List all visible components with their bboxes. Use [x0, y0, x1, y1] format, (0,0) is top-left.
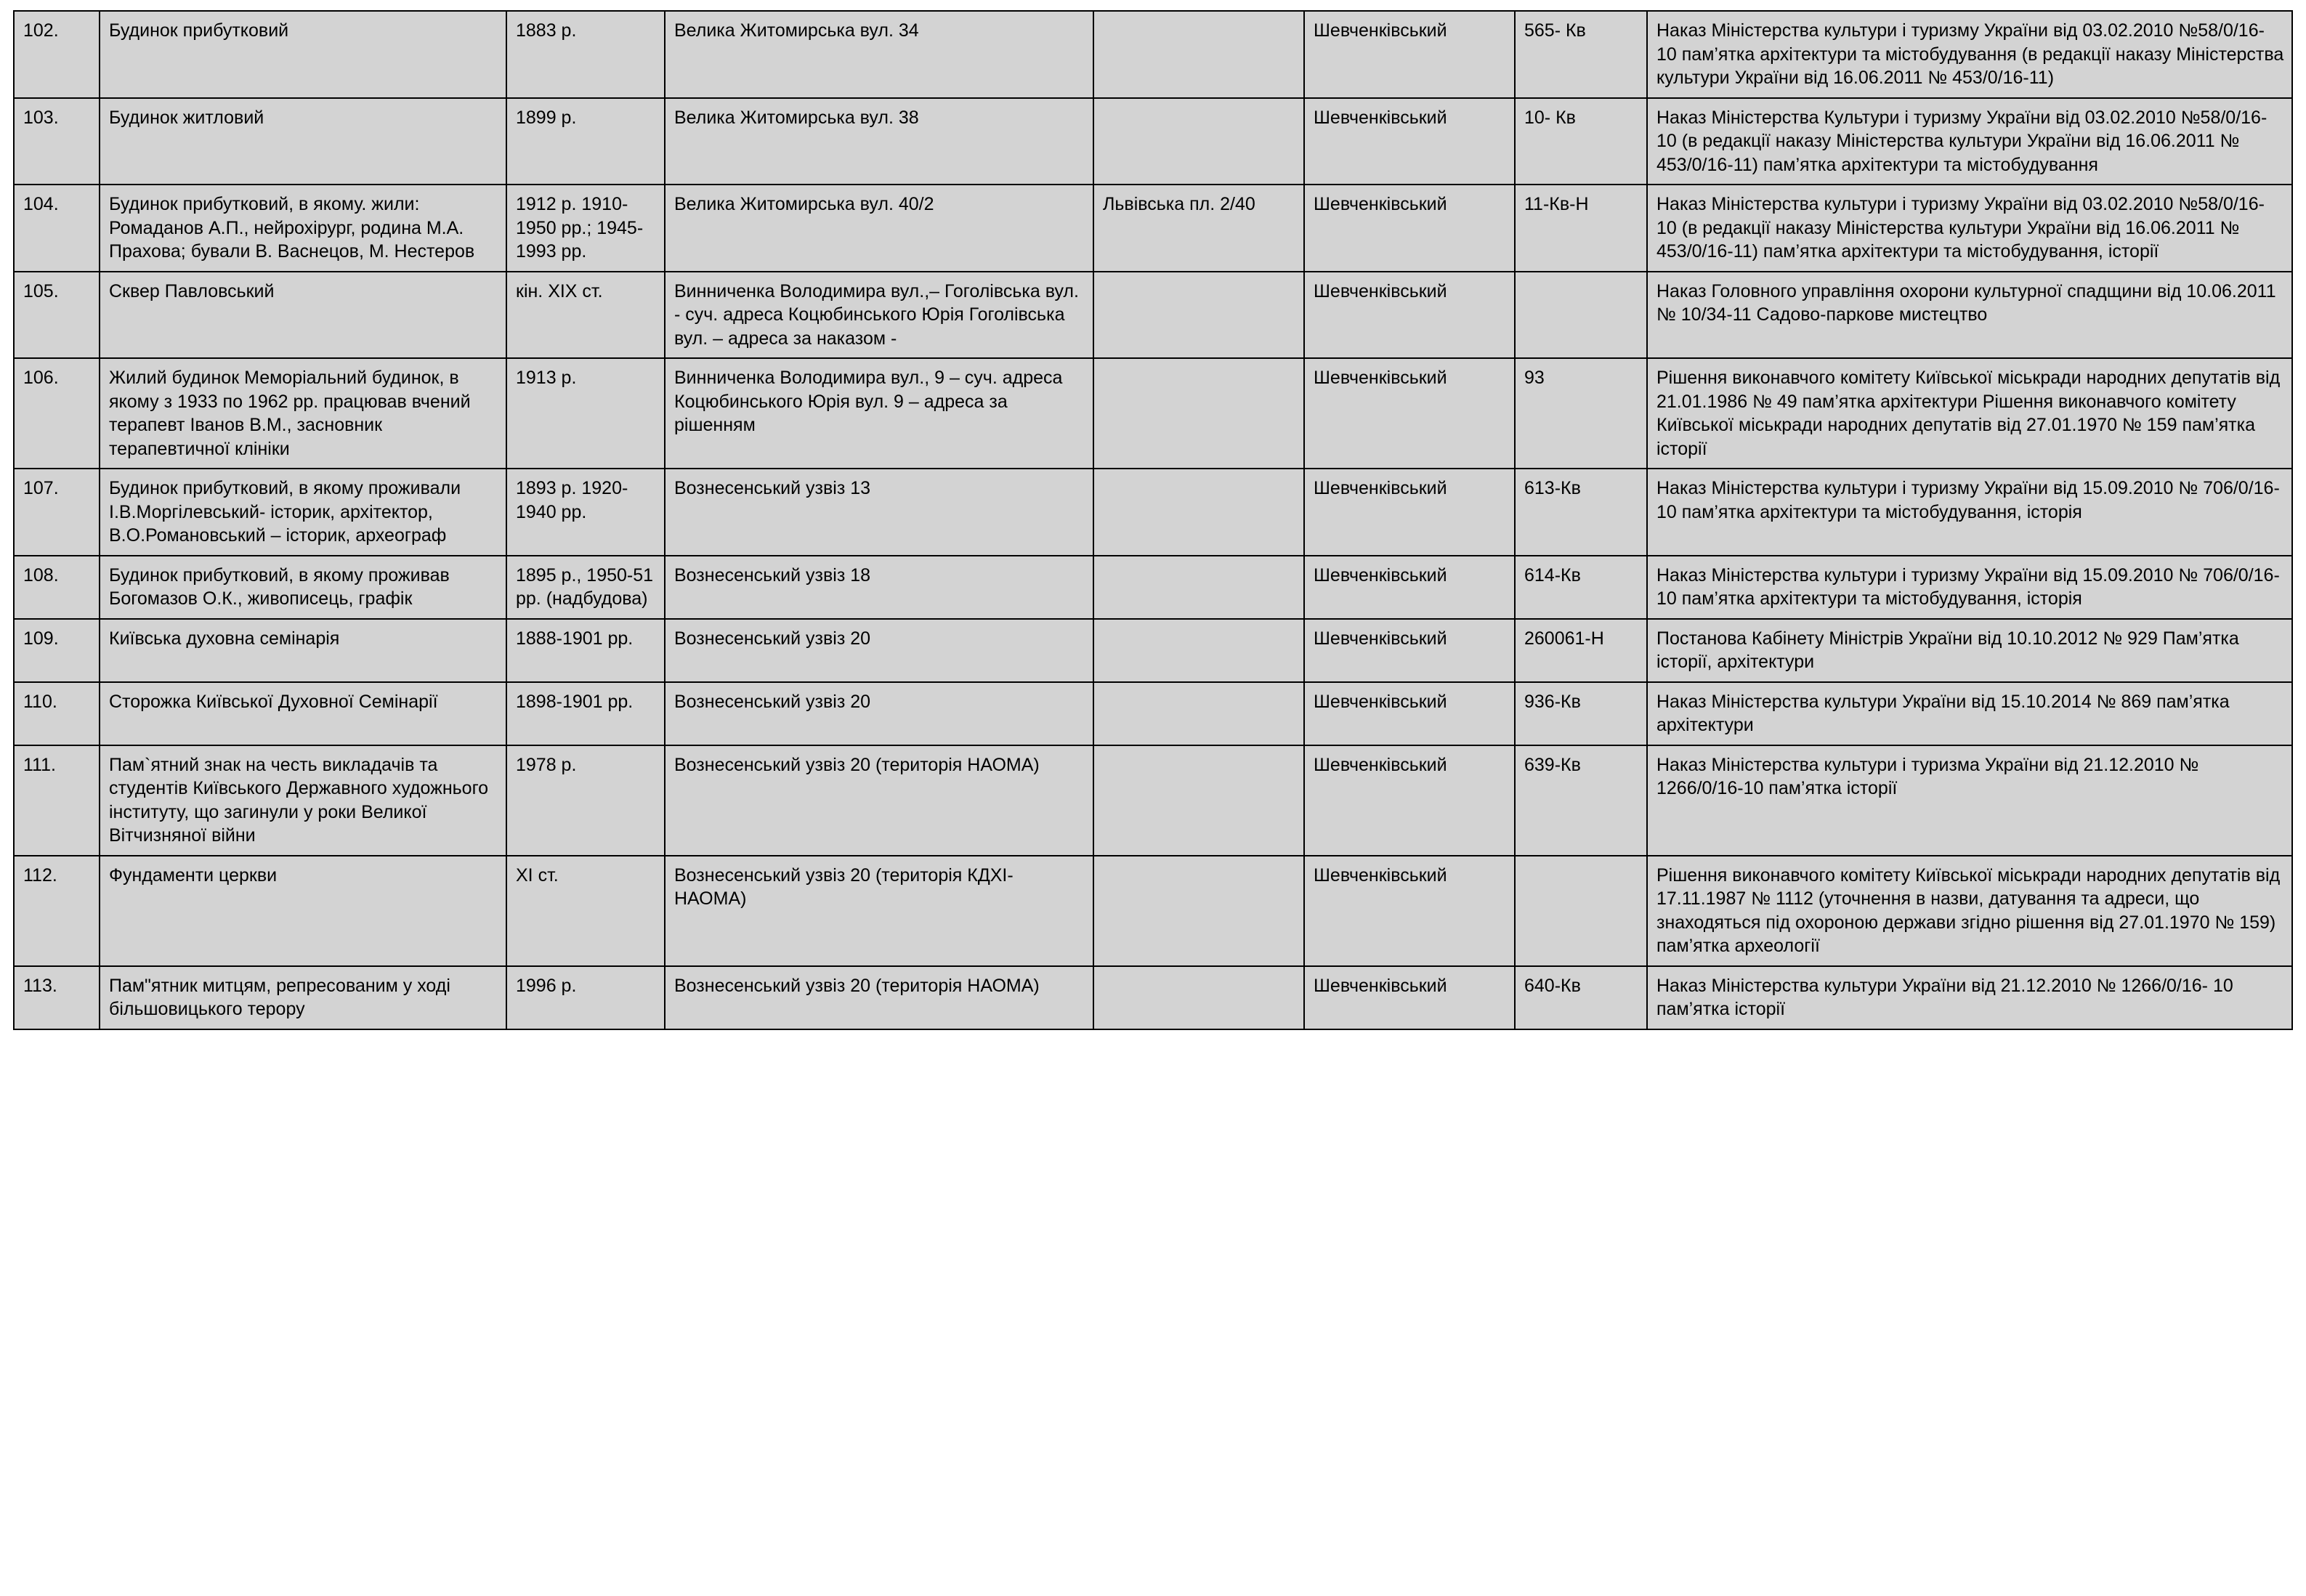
- cell-code: 613-Кв: [1515, 469, 1647, 556]
- table-body: [14, 11, 2292, 1029]
- cell-district: Шевченківський: [1304, 619, 1515, 682]
- cell-district: Шевченківський: [1304, 11, 1515, 98]
- table-row: [14, 556, 2292, 619]
- cell-district: Шевченківський: [1304, 682, 1515, 745]
- cell-code: [1515, 272, 1647, 359]
- cell-document: Наказ Головного управління охорони культурної спадщини від 10.06.2011 № 10/34-11 Садово-паркове мистецтво: [1647, 272, 2292, 359]
- cell-address: Винниченка Володимира вул.,– Гоголівська вул. - суч. адреса Коцюбинського Юрія Гоголівська вул. – адреса за наказом -: [665, 272, 1093, 359]
- cell-date: 1996 р.: [506, 966, 665, 1029]
- cell-address-alt: [1093, 469, 1304, 556]
- cell-name: Сторожка Київської Духовної Семінарії: [100, 682, 506, 745]
- cell-date: 1888-1901 рр.: [506, 619, 665, 682]
- cell-document: Наказ Міністерства культури і туризму України від 15.09.2010 № 706/0/16-10 пам’ятка архітектури та містобудування, історія: [1647, 469, 2292, 556]
- cell-name: Будинок прибутковий: [100, 11, 506, 98]
- cell-code: 93: [1515, 358, 1647, 469]
- cell-district: Шевченківський: [1304, 556, 1515, 619]
- cell-address-alt: [1093, 556, 1304, 619]
- cell-name: Будинок прибутковий, в якому проживали І.В.Моргілевський- історик, архітектор, В.О.Романовський – історик, археограф: [100, 469, 506, 556]
- cell-document: Наказ Міністерства культури і туризму України від 03.02.2010 №58/0/16-10 пам’ятка архітектури та містобудування (в редакції наказу Міністерства культури України від 16.06.2011 № 453/0/16-11): [1647, 11, 2292, 98]
- cell-date: 1912 р. 1910-1950 рр.; 1945-1993 рр.: [506, 185, 665, 272]
- cell-code: 640-Кв: [1515, 966, 1647, 1029]
- cell-number: 113.: [14, 966, 100, 1029]
- cell-address: Вознесенський узвіз 20: [665, 682, 1093, 745]
- cell-name: Сквер Павловський: [100, 272, 506, 359]
- table-row: [14, 98, 2292, 185]
- cell-address-alt: [1093, 745, 1304, 856]
- cell-code: 260061-Н: [1515, 619, 1647, 682]
- cell-district: Шевченківський: [1304, 469, 1515, 556]
- cell-name: Пам`ятний знак на честь викладачів та студентів Київського Державного художнього інституту, що загинули у роки Великої Вітчизняної війни: [100, 745, 506, 856]
- cell-document: Наказ Міністерства культури України від 15.10.2014 № 869 пам’ятка архітектури: [1647, 682, 2292, 745]
- cell-date: 1913 р.: [506, 358, 665, 469]
- cell-date: 1899 р.: [506, 98, 665, 185]
- cell-number: 107.: [14, 469, 100, 556]
- cell-date: 1898-1901 рр.: [506, 682, 665, 745]
- cell-document: Рішення виконавчого комітету Київської міськради народних депутатів від 21.01.1986 № 49 пам’ятка архітектури Рішення виконавчого комітету Київської міськради народних депутатів від 27.01.1970 № 159 пам’ятка історії: [1647, 358, 2292, 469]
- cell-date: 1893 р. 1920-1940 рр.: [506, 469, 665, 556]
- table-row: [14, 619, 2292, 682]
- cell-address-alt: [1093, 619, 1304, 682]
- cell-code: 10- Кв: [1515, 98, 1647, 185]
- table-row: [14, 11, 2292, 98]
- cell-number: 112.: [14, 856, 100, 966]
- cell-date: ХІ ст.: [506, 856, 665, 966]
- cell-code: 11-Кв-Н: [1515, 185, 1647, 272]
- cell-number: 110.: [14, 682, 100, 745]
- cell-document: Наказ Міністерства культури і туризму України від 15.09.2010 № 706/0/16-10 пам’ятка архітектури та містобудування, історія: [1647, 556, 2292, 619]
- cell-address-alt: [1093, 98, 1304, 185]
- cell-number: 111.: [14, 745, 100, 856]
- cell-address: Вознесенський узвіз 20 (територія НАОМА): [665, 745, 1093, 856]
- cell-address-alt: [1093, 358, 1304, 469]
- cell-document: Наказ Міністерства Культури і туризму України від 03.02.2010 №58/0/16-10 (в редакції наказу Міністерства культури України від 16.06.2011 № 453/0/16-11) пам’ятка архітектури та містобудування: [1647, 98, 2292, 185]
- cell-name: Будинок прибутковий, в якому. жили: Ромаданов А.П., нейрохірург, родина М.А. Прахова; бували В. Васнецов, М. Нестеров: [100, 185, 506, 272]
- cell-date: кін. ХІХ ст.: [506, 272, 665, 359]
- cell-address-alt: [1093, 856, 1304, 966]
- cell-number: 102.: [14, 11, 100, 98]
- cell-number: 106.: [14, 358, 100, 469]
- cell-document: Рішення виконавчого комітету Київської міськради народних депутатів від 17.11.1987 № 1112 (уточнення в назви, датування та адреси, що знаходяться під охороною держави згідно рішення від 27.01.1970 № 159) пам’ятка археології: [1647, 856, 2292, 966]
- cell-name: Будинок житловий: [100, 98, 506, 185]
- table-row: [14, 469, 2292, 556]
- cell-code: 565- Кв: [1515, 11, 1647, 98]
- table-row: [14, 358, 2292, 469]
- cell-district: Шевченківський: [1304, 272, 1515, 359]
- cell-district: Шевченківський: [1304, 966, 1515, 1029]
- cell-address-alt: [1093, 966, 1304, 1029]
- cell-address: Велика Житомирська вул. 40/2: [665, 185, 1093, 272]
- cell-district: Шевченківський: [1304, 358, 1515, 469]
- cell-number: 109.: [14, 619, 100, 682]
- table-row: [14, 745, 2292, 856]
- cell-address: Вознесенський узвіз 13: [665, 469, 1093, 556]
- cell-district: Шевченківський: [1304, 185, 1515, 272]
- cell-code: 639-Кв: [1515, 745, 1647, 856]
- cell-number: 105.: [14, 272, 100, 359]
- cell-district: Шевченківський: [1304, 856, 1515, 966]
- cell-code: 936-Кв: [1515, 682, 1647, 745]
- cell-address: Винниченка Володимира вул., 9 – суч. адреса Коцюбинського Юрія вул. 9 – адреса за рішенням: [665, 358, 1093, 469]
- table-row: [14, 272, 2292, 359]
- cell-number: 108.: [14, 556, 100, 619]
- cell-address: Велика Житомирська вул. 38: [665, 98, 1093, 185]
- cell-address-alt: [1093, 682, 1304, 745]
- table-row: [14, 682, 2292, 745]
- cell-name: Жилий будинок Меморіальний будинок, в якому з 1933 по 1962 рр. працював вчений терапевт Іванов В.М., засновник терапевтичної клініки: [100, 358, 506, 469]
- table-row: [14, 185, 2292, 272]
- cell-address: Велика Житомирська вул. 34: [665, 11, 1093, 98]
- cell-district: Шевченківський: [1304, 98, 1515, 185]
- cell-code: 614-Кв: [1515, 556, 1647, 619]
- cell-date: 1883 р.: [506, 11, 665, 98]
- cell-document: Наказ Міністерства культури і туризму України від 03.02.2010 №58/0/16-10 (в редакції наказу Міністерства культури України від 16.06.2011 № 453/0/16-11) пам’ятка архітектури та містобудування, історії: [1647, 185, 2292, 272]
- cell-address: Вознесенський узвіз 20: [665, 619, 1093, 682]
- cell-address: Вознесенський узвіз 20 (територія НАОМА): [665, 966, 1093, 1029]
- cell-address: Вознесенський узвіз 18: [665, 556, 1093, 619]
- cell-address-alt: Львівська пл. 2/40: [1093, 185, 1304, 272]
- cell-name: Фундаменти церкви: [100, 856, 506, 966]
- table-row: [14, 966, 2292, 1029]
- cell-document: Постанова Кабінету Міністрів України від 10.10.2012 № 929 Пам’ятка історії, архітектури: [1647, 619, 2292, 682]
- cell-document: Наказ Міністерства культури України від 21.12.2010 № 1266/0/16- 10 пам’ятка історії: [1647, 966, 2292, 1029]
- cell-code: [1515, 856, 1647, 966]
- cell-date: 1895 р., 1950-51 рр. (надбудова): [506, 556, 665, 619]
- cell-number: 104.: [14, 185, 100, 272]
- cell-address: Вознесенський узвіз 20 (територія КДХІ-НАОМА): [665, 856, 1093, 966]
- cell-document: Наказ Міністерства культури і туризма України від 21.12.2010 № 1266/0/16-10 пам’ятка історії: [1647, 745, 2292, 856]
- heritage-registry-table: [13, 10, 2293, 1030]
- table-row: [14, 856, 2292, 966]
- cell-name: Будинок прибутковий, в якому проживав Богомазов О.К., живописець, графік: [100, 556, 506, 619]
- cell-address-alt: [1093, 272, 1304, 359]
- cell-name: Пам"ятник митцям, репресованим у ході більшовицького терору: [100, 966, 506, 1029]
- cell-name: Київська духовна семінарія: [100, 619, 506, 682]
- cell-address-alt: [1093, 11, 1304, 98]
- cell-number: 103.: [14, 98, 100, 185]
- cell-date: 1978 р.: [506, 745, 665, 856]
- cell-district: Шевченківський: [1304, 745, 1515, 856]
